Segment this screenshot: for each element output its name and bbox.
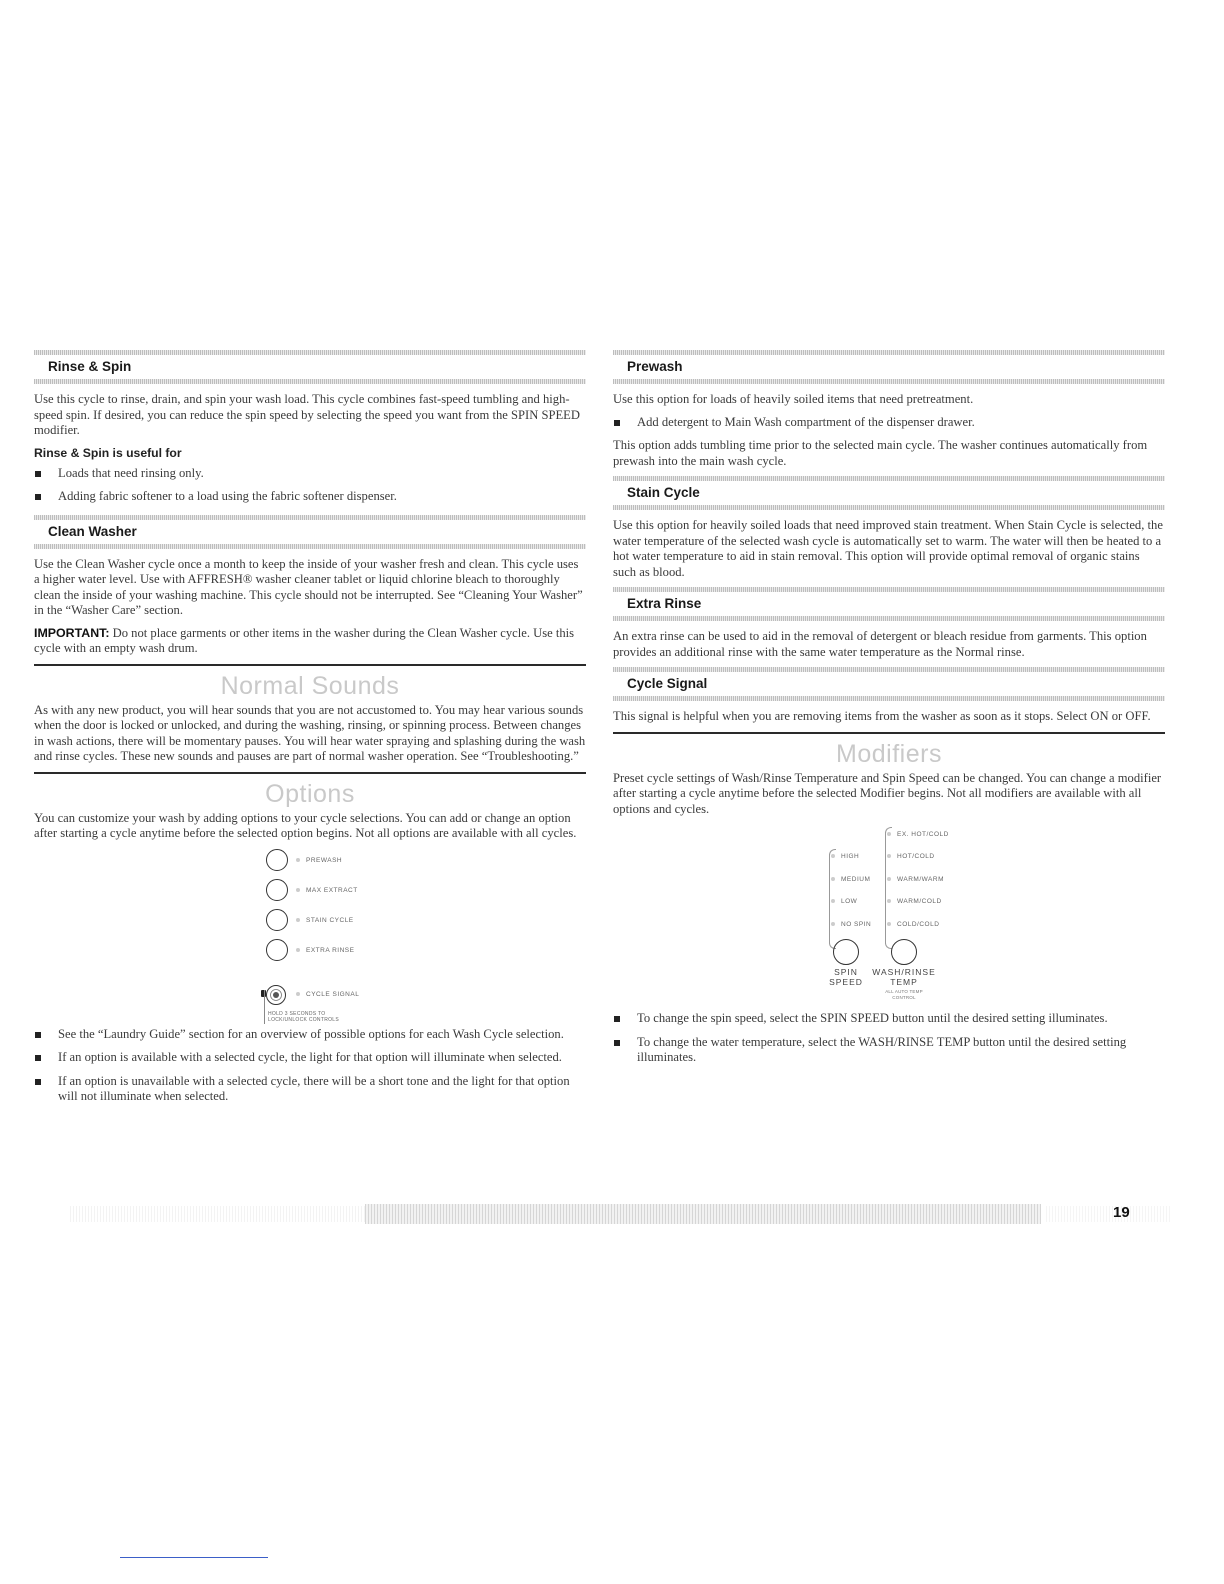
heading-text: Modifiers [836, 739, 942, 768]
heading-text: Options [265, 779, 355, 808]
spin-level-high: HIGH [831, 853, 859, 860]
footer-fade-right [1046, 1206, 1170, 1222]
prewash-label: PREWASH [296, 857, 342, 864]
cycle-signal-body: This signal is helpful when you are removing items from the washer as soon as it stops. Select ON or OFF. [613, 709, 1151, 723]
cycle-signal-label: CYCLE SIGNAL [296, 991, 359, 998]
indicator-light-icon [887, 922, 891, 926]
temp-level-cold-cold: COLD/COLD [887, 921, 939, 928]
section-title: Stain Cycle [627, 485, 700, 500]
list-item: See the “Laundry Guide” section for an overview of possible options for each Wash Cycle selection. [34, 1027, 586, 1043]
indicator-light-icon [887, 832, 891, 836]
extra-rinse-button[interactable] [266, 939, 288, 961]
right-column [613, 350, 1165, 1074]
normal-sounds-body: As with any new product, you will hear sounds that you are not accustomed to. You may hear various sounds when the door is locked or unlocked, and during the washing, rinsing, or spinning process. Between changes in wash actions, there will be momentary pauses. You will hear water spraying and splashing during the wash and rinse cycles. These new sounds and pauses are part of normal washer operation. See “Troubleshooting.” [34, 702, 586, 763]
section-title: Cycle Signal [627, 676, 708, 691]
stain-cycle-header [613, 476, 1165, 510]
page-number: 19 [1113, 1204, 1130, 1221]
speaker-icon [267, 986, 285, 1004]
list-item: Adding fabric softener to a load using the fabric softener dispenser. [34, 489, 586, 505]
wash-rinse-temp-label: WASH/RINSE TEMP [872, 967, 936, 987]
indicator-light-icon [831, 922, 835, 926]
list-item: To change the spin speed, select the SPIN SPEED button until the desired setting illuminates. [613, 1011, 1165, 1027]
lock-controls-note: HOLD 3 SECONDS TO LOCK/UNLOCK CONTROLS [268, 1010, 340, 1023]
temp-level-warm-warm: WARM/WARM [887, 876, 944, 883]
important-text: Do not place garments or other items in the washer during the Clean Washer cycle. Use this cycle with an empty wash drum. [34, 625, 575, 655]
extra-rinse-label: EXTRA RINSE [296, 947, 354, 954]
list-item: Loads that need rinsing only. [34, 466, 586, 482]
indicator-light-icon [887, 877, 891, 881]
modifiers-control-panel [613, 825, 1165, 1005]
max-extract-label: MAX EXTRACT [296, 887, 358, 894]
options-body: You can customize your wash by adding options to your cycle selections. You can add or change an option after starting a cycle anytime before the selected option begins. Not all options are available with all cycles. [34, 810, 577, 840]
section-title: Extra Rinse [627, 596, 702, 611]
footer-fade-left [70, 1206, 365, 1222]
left-column [34, 350, 586, 1113]
prewash-body-2: This option adds tumbling time prior to the selected main cycle. The washer continues automatically from prewash into the main wash cycle. [613, 438, 1148, 468]
footer-band [365, 1204, 1041, 1224]
indicator-light-icon [296, 888, 300, 892]
clean-washer-important [34, 626, 586, 657]
lock-bracket [264, 990, 265, 1024]
indicator-light-icon [887, 899, 891, 903]
prewash-header [613, 350, 1165, 384]
options-heading [34, 772, 586, 809]
spin-level-low: LOW [831, 898, 857, 905]
spin-level-medium: MEDIUM [831, 876, 870, 883]
list-item: To change the water temperature, select the WASH/RINSE TEMP button until the desired setting illuminates. [613, 1035, 1165, 1066]
indicator-light-icon [296, 992, 300, 996]
cycle-signal-header [613, 667, 1165, 701]
list-item: If an option is unavailable with a selected cycle, there will be a short tone and the light for that option will not illuminate when selected. [34, 1074, 586, 1105]
prewash-body: Use this option for loads of heavily soiled items that need pretreatment. [613, 392, 974, 406]
options-control-panel [34, 849, 586, 1023]
clean-washer-header [34, 515, 586, 549]
auto-temp-note: ALL AUTO TEMP CONTROL [885, 989, 923, 1000]
extra-rinse-body: An extra rinse can be used to aid in the removal of detergent or bleach residue from garments. This option provides an additional rinse with the same water temperature as the Normal rinse. [613, 629, 1147, 659]
temp-bracket [885, 827, 892, 949]
wash-rinse-temp-button[interactable] [891, 939, 917, 965]
max-extract-button[interactable] [266, 879, 288, 901]
temp-level-warm-cold: WARM/COLD [887, 898, 942, 905]
temp-level-hot-cold: HOT/COLD [887, 853, 935, 860]
modifiers-heading [613, 732, 1165, 769]
spin-level-no-spin: NO SPIN [831, 921, 871, 928]
extra-rinse-header [613, 587, 1165, 621]
modifiers-body: Preset cycle settings of Wash/Rinse Temperature and Spin Speed can be changed. You can change a modifier after starting a cycle anytime before the selected Modifier begins. Not all modifiers are available with all options and cycles. [613, 770, 1162, 816]
stain-cycle-body: Use this option for heavily soiled loads that need improved stain treatment. When Stain Cycle is selected, the water temperature of the selected wash cycle is automatically set to warm. The water will then be heated to a hot water temperature to aid in stain removal. This option will provide optimal removal of organic stains such as blood. [613, 518, 1163, 579]
indicator-light-icon [831, 899, 835, 903]
list-item: If an option is available with a selected cycle, the light for that option will illuminate when selected. [34, 1050, 586, 1066]
indicator-light-icon [887, 854, 891, 858]
normal-sounds-heading [34, 664, 586, 701]
stain-cycle-label: STAIN CYCLE [296, 917, 354, 924]
rinse-spin-useful-title: Rinse & Spin is useful for [34, 445, 182, 460]
indicator-light-icon [831, 854, 835, 858]
indicator-light-icon [296, 858, 300, 862]
indicator-light-icon [296, 918, 300, 922]
page-footer [70, 1198, 1170, 1230]
stain-cycle-button[interactable] [266, 909, 288, 931]
divider-line [120, 1557, 268, 1558]
indicator-light-icon [831, 877, 835, 881]
section-title: Rinse & Spin [48, 359, 132, 374]
list-item: Add detergent to Main Wash compartment of the dispenser drawer. [613, 415, 1165, 431]
cycle-signal-button[interactable] [266, 985, 286, 1005]
rinse-spin-body: Use this cycle to rinse, drain, and spin your wash load. This cycle combines fast-speed tumbling and high-speed spin. If desired, you can reduce the spin speed by selecting the speed you want from the SPIN SPEED modifier. [34, 392, 580, 437]
spin-speed-button[interactable] [833, 939, 859, 965]
prewash-button[interactable] [266, 849, 288, 871]
spin-speed-label: SPIN SPEED [829, 967, 863, 987]
rinse-spin-header [34, 350, 586, 384]
heading-text: Normal Sounds [220, 671, 400, 700]
indicator-light-icon [296, 948, 300, 952]
important-label: IMPORTANT: [34, 625, 110, 640]
clean-washer-body: Use the Clean Washer cycle once a month to keep the inside of your washer fresh and clean. This cycle uses a higher water level. Use with AFFRESH® washer cleaner tablet or liquid chlorine bleach to thoroughly clean the inside of your washing machine. This cycle should not be interrupted. See “Cleaning Your Washer” in the “Washer Care” section. [34, 556, 583, 617]
section-title: Clean Washer [48, 523, 137, 539]
section-title: Prewash [627, 359, 683, 374]
temp-level-ex-hot-cold: EX. HOT/COLD [887, 831, 949, 838]
